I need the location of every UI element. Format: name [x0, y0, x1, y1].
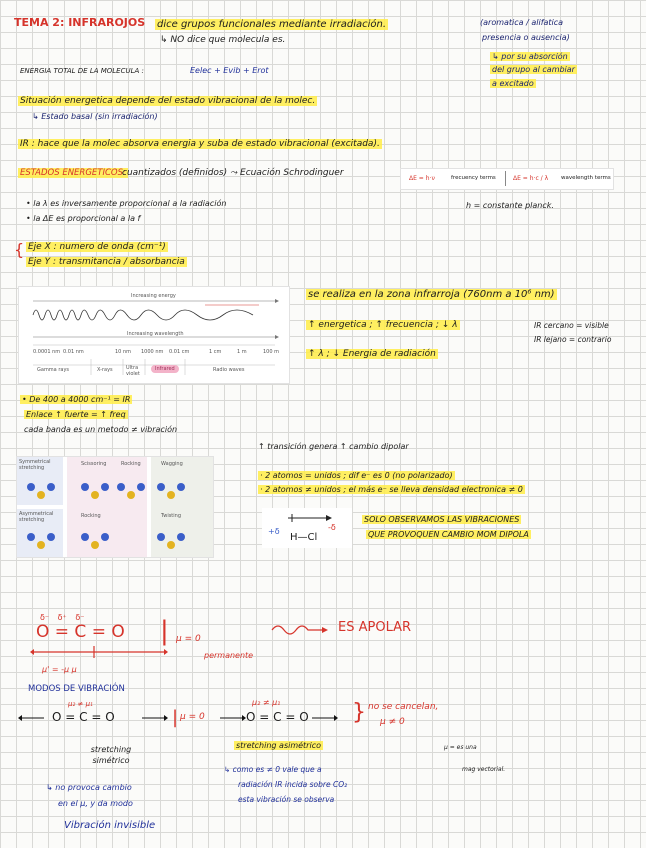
hcl-delta-plus: +δ	[268, 527, 280, 536]
zona-line-3: ↑ λ ; ↓ Energia de radiación	[308, 349, 436, 359]
asymmetric-comment-1: ↳ como es ≠ 0 vale que a	[224, 765, 322, 774]
symmetric-dipole-marks: μ₂ ≠ μ₁	[68, 700, 93, 708]
asymmetric-comment-3: esta vibración se observa	[238, 795, 335, 804]
asymmetric-note-1: no se cancelan,	[368, 702, 439, 712]
vibration-modes-figure	[16, 456, 214, 558]
region-infrared: Infrared	[151, 365, 179, 373]
modos-title: MODOS DE VIBRACIÓN	[28, 684, 125, 694]
vibration-modes-drawing	[17, 457, 213, 557]
em-spectrum-figure	[18, 286, 290, 384]
estados-label: ESTADOS ENERGETICOS:	[20, 168, 126, 178]
energy-label: ENERGIA TOTAL DE LA MOLECULA :	[20, 67, 144, 75]
symmetric-molecule: O = C = O	[52, 710, 115, 724]
zona-line-1: se realiza en la zona infrarroja (760nm a 10⁶ nm)	[308, 289, 555, 300]
intro-line-2: ↳ NO dice que molecula es.	[160, 35, 286, 45]
formula-divider	[505, 171, 506, 186]
eje-y: Eje Y : transmitancia / absorbancia	[28, 257, 185, 267]
formula-frequency-label: frecuency terms	[451, 175, 496, 181]
mode-rocking-bottom: Rocking	[81, 513, 101, 519]
hcl-delta-minus: -δ	[328, 523, 336, 532]
tick-5: 1 cm	[209, 349, 222, 355]
page-title: TEMA 2: INFRAROJOS	[14, 16, 146, 29]
co2-charges: δ⁻ δ⁺ δ⁻	[40, 613, 85, 622]
asymmetric-note-2: μ ≠ 0	[380, 717, 405, 727]
mode-twisting: Twisting	[161, 513, 182, 519]
bullet-lambda: • la λ es inversamente proporcional a la radiación	[26, 199, 227, 208]
tick-2: 10 nm	[115, 349, 131, 355]
bullet-energy: • la ΔE es proporcional a la f	[26, 214, 141, 223]
ir-lejano: IR lejano = contrario	[534, 335, 612, 344]
symmetric-brace: |	[172, 707, 179, 728]
symmetric-comment-3: Vibración invisible	[64, 820, 156, 831]
increasing-wavelength-label: Increasing wavelength	[127, 331, 184, 337]
formula-wavelength: ΔE = h·c / λ	[513, 175, 549, 182]
hcl-note-1: SOLO OBSERVAMOS LAS VIBRACIONES	[364, 515, 520, 524]
mode-wagging: Wagging	[161, 461, 183, 467]
mode-scissoring: Scissoring	[81, 461, 107, 467]
situacion-line-2: ↳ Estado basal (sin irradiación)	[32, 112, 158, 121]
region-radio: Radio waves	[213, 367, 245, 373]
side-note-5: a excitado	[492, 79, 534, 88]
symmetric-mu: μ = 0	[180, 712, 205, 722]
ir-cercano: IR cercano = visible	[534, 321, 609, 330]
intro-line-1: dice grupos funcionales mediante irradiación.	[157, 19, 387, 30]
tick-7: 100 m	[263, 349, 280, 355]
region-gamma: Gamma rays	[37, 367, 70, 373]
dipolo-line-2: · 2 atomos = unidos ; dif e⁻ es 0 (no polarizado)	[260, 471, 453, 480]
estados-text: cuantizados (definidos) ⤳ Ecuación Schrodinguer	[122, 168, 344, 178]
dipolo-line-3: · 2 atomos ≠ unidos ; el más e⁻ se lleva densidad electronica ≠ 0	[260, 485, 523, 494]
mode-asymmetrical-stretching: Asymmetrical stretching	[19, 511, 54, 523]
symmetric-label: stretching simétrico	[90, 745, 132, 765]
tick-4: 0.01 cm	[169, 349, 190, 355]
formula-box	[400, 168, 614, 190]
formula-wavelength-label: wavelength terms	[561, 175, 611, 181]
hcl-figure	[262, 508, 352, 548]
dipolo-line-1: ↑ transición genera ↑ cambio dipolar	[258, 442, 409, 451]
co2-mu-zero: μ = 0	[176, 634, 201, 644]
asymmetric-brace: }	[352, 700, 366, 725]
increasing-energy-label: Increasing energy	[131, 293, 176, 299]
ejes-brace: {	[14, 240, 25, 259]
co2-brace: |	[160, 616, 169, 646]
hcl-molecule: H—Cl	[290, 532, 318, 543]
eje-x: Eje X : numero de onda (cm⁻¹)	[28, 242, 166, 252]
asymmetric-molecule: O = C = O	[246, 710, 309, 724]
apolar-squiggle	[270, 622, 330, 636]
tick-0: 0.0001 nm	[33, 349, 61, 355]
mu-vector-note-2: mag vectorial.	[462, 766, 506, 773]
hcl-note-2: QUE PROVOQUEN CAMBIO MOM DIPOLA	[368, 530, 529, 539]
tick-3: 1000 nm	[141, 349, 164, 355]
ir-definition: IR : hace que la molec absorva energia y suba de estado vibracional (excitada).	[20, 139, 380, 149]
rango-line-1: • De 400 a 4000 cm⁻¹ = IR	[22, 395, 131, 404]
asymmetric-mu-top: μ₂ ≠ μ₁	[252, 698, 281, 707]
situacion-line-1: Situación energetica depende del estado vibracional de la molec.	[20, 96, 316, 106]
mode-rocking-top: Rocking	[121, 461, 141, 467]
side-note-1: (aromatica / alifatica	[480, 18, 564, 27]
energy-formula: Eelec + Evib + Erot	[190, 66, 269, 75]
co2-mu-equation: μ' = -μ μ	[42, 665, 77, 674]
side-note-2: presencia o ausencia)	[482, 33, 570, 42]
rango-line-3: cada banda es un metodo ≠ vibración	[24, 425, 178, 434]
tick-6: 1 m	[237, 349, 247, 355]
region-xrays: X-rays	[97, 367, 113, 373]
co2-apolar: ES APOLAR	[338, 620, 412, 635]
co2-permanente: permanente	[204, 651, 254, 660]
tick-1: 0.01 nm	[63, 349, 84, 355]
co2-molecule: O = C = O	[36, 622, 125, 642]
asymmetric-label: stretching asimétrico	[236, 741, 321, 750]
asymmetric-comment-2: radiación IR incida sobre CO₂	[238, 780, 348, 789]
side-note-3: ↳ por su absorción	[492, 52, 568, 61]
zona-line-2: ↑ energetica ; ↑ frecuencia ; ↓ λ	[308, 320, 458, 330]
formula-frequency: ΔE = h·ν	[409, 175, 435, 182]
mu-vector-note-1: μ = es una	[444, 744, 477, 751]
symmetric-comment-1: ↳ no provoca cambio	[46, 783, 132, 792]
planck-note: h = constante planck.	[466, 201, 554, 210]
mode-symmetrical-stretching: Symmetrical stretching	[19, 459, 51, 471]
side-note-4: del grupo al cambiar	[492, 65, 575, 74]
rango-line-2: Enlace ↑ fuerte = ↑ freq	[26, 410, 126, 419]
symmetric-comment-2: en el μ, y da modo	[58, 799, 133, 808]
region-uv: Ultra violet	[126, 365, 140, 377]
